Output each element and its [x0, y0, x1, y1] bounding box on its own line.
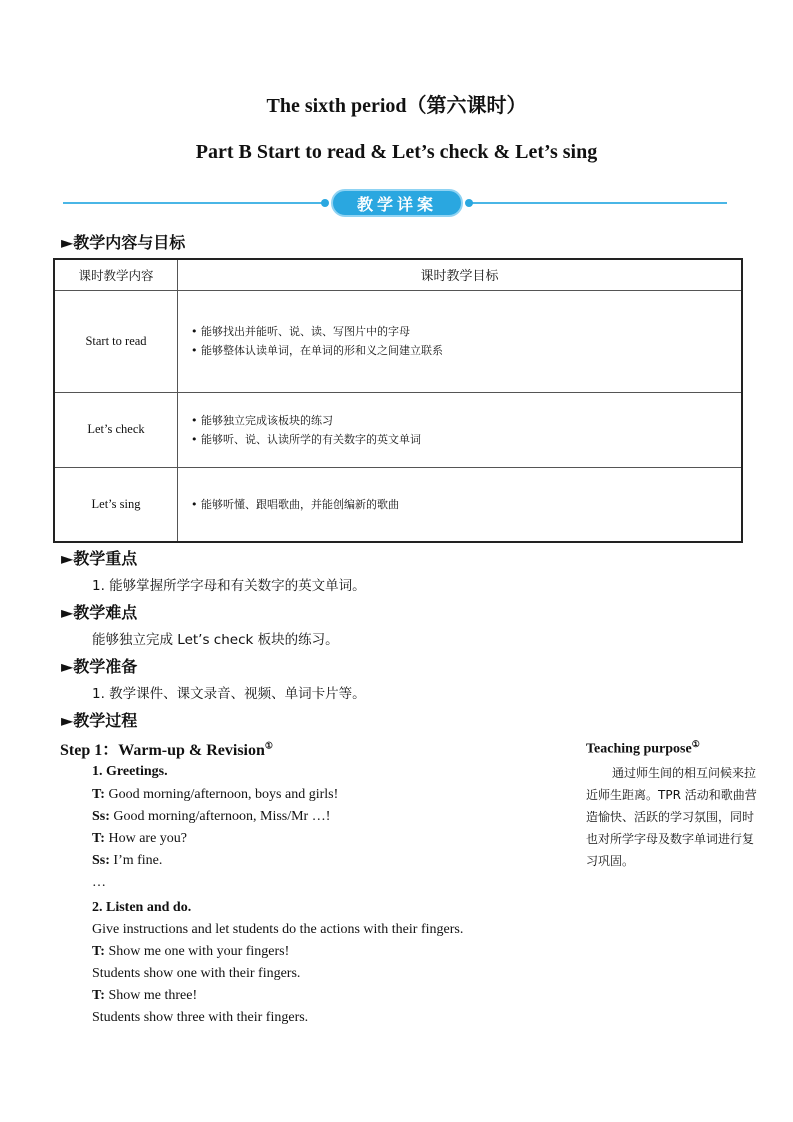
line-text: Good morning/afternoon, Miss/Mr …!: [109, 809, 331, 824]
banner-dot-right: [465, 199, 473, 207]
table-row: [54, 467, 742, 542]
line-text: Students show three with their fingers.: [92, 1010, 309, 1025]
banner-dot-left: [321, 199, 329, 207]
speaker: T:: [92, 944, 105, 959]
table-cell-content: Start to read: [54, 290, 178, 392]
goal-item: • 能够听、说、认读所学的有关数字的英文单词: [191, 430, 740, 449]
difficulty-heading: ►教学难点: [61, 603, 138, 622]
teaching-purpose-label: Teaching purpose: [586, 741, 692, 757]
speaker: T:: [92, 787, 105, 802]
table-header-row: [54, 259, 742, 290]
banner-line-right: [469, 202, 727, 204]
prep-text: 1. 教学课件、课文录音、视频、单词卡片等。: [92, 686, 366, 702]
listen-title: 2. Listen and do.: [92, 900, 192, 915]
goals-heading: ►教学内容与目标: [61, 233, 186, 252]
banner-line-left: [63, 202, 325, 204]
dialogue-line: [92, 944, 289, 960]
page-subtitle: Part B Start to read & Let’s check & Let’s sing: [195, 141, 598, 163]
page-title: The sixth period（第六课时）: [266, 95, 527, 117]
note-mark: ①: [264, 740, 273, 751]
table-cell-content: Let’s check: [54, 392, 178, 467]
line-text: Show me one with your fingers!: [104, 944, 290, 959]
key-points-text: 1. 能够掌握所学字母和有关数字的英文单词。: [92, 578, 366, 594]
teaching-purpose-text: 通过师生间的相互问候来拉近师生距离。TPR 活动和歌曲营造愉快、活跃的学习氛围，同时也对所学字母及数字单词进行复习巩固。: [586, 766, 757, 868]
ellipsis: …: [92, 875, 106, 890]
goal-item: • 能够找出并能听、说、读、写图片中的字母: [191, 322, 740, 341]
dialogue-line: [92, 831, 187, 847]
goals-table: [53, 258, 743, 543]
dialogue-line: [92, 966, 300, 982]
dialogue-line: [92, 853, 162, 869]
teaching-purpose-heading: [586, 739, 700, 758]
speaker: Ss:: [92, 809, 110, 824]
key-points-heading: ►教学重点: [61, 549, 138, 568]
speaker: T:: [92, 831, 105, 846]
goal-item: • 能够独立完成该板块的练习: [191, 411, 740, 430]
banner-label: 教学详案: [356, 194, 437, 214]
section-banner: [331, 189, 463, 217]
greetings-title: 1. Greetings.: [92, 764, 168, 779]
table-header-content: 课时教学内容: [54, 259, 178, 290]
process-heading: ►教学过程: [61, 711, 138, 730]
table-cell-goals: [178, 467, 743, 542]
speaker: Ss:: [92, 853, 110, 868]
goal-item: • 能够整体认读单词，在单词的形和义之间建立联系: [191, 341, 740, 360]
table-row: [54, 392, 742, 467]
dialogue-line: [92, 988, 197, 1004]
line-text: Students show one with their fingers.: [92, 966, 301, 981]
table-row: [54, 290, 742, 392]
line-text: Show me three!: [104, 988, 198, 1003]
step-1-title: [60, 737, 273, 760]
dialogue-line: [92, 809, 330, 825]
difficulty-text: 能够独立完成 Let’s check 板块的练习。: [92, 632, 339, 648]
table-cell-goals: [178, 290, 743, 392]
speaker: T:: [92, 988, 105, 1003]
dialogue-line: [92, 1010, 308, 1026]
table-cell-goals: [178, 392, 743, 467]
line-text: Good morning/afternoon, boys and girls!: [104, 787, 339, 802]
line-text: I’m fine.: [109, 853, 163, 868]
table-header-goals: 课时教学目标: [178, 259, 743, 290]
prep-heading: ►教学准备: [61, 657, 138, 676]
listen-intro: Give instructions and let students do the actions with their fingers.: [92, 922, 464, 937]
line-text: How are you?: [104, 831, 187, 846]
table-cell-content: Let’s sing: [54, 467, 178, 542]
step-1-label: Step 1：Warm-up & Revision: [60, 742, 265, 759]
note-mark: ①: [691, 739, 700, 749]
dialogue-line: [92, 787, 338, 803]
goal-item: • 能够听懂、跟唱歌曲，并能创编新的歌曲: [191, 495, 740, 514]
